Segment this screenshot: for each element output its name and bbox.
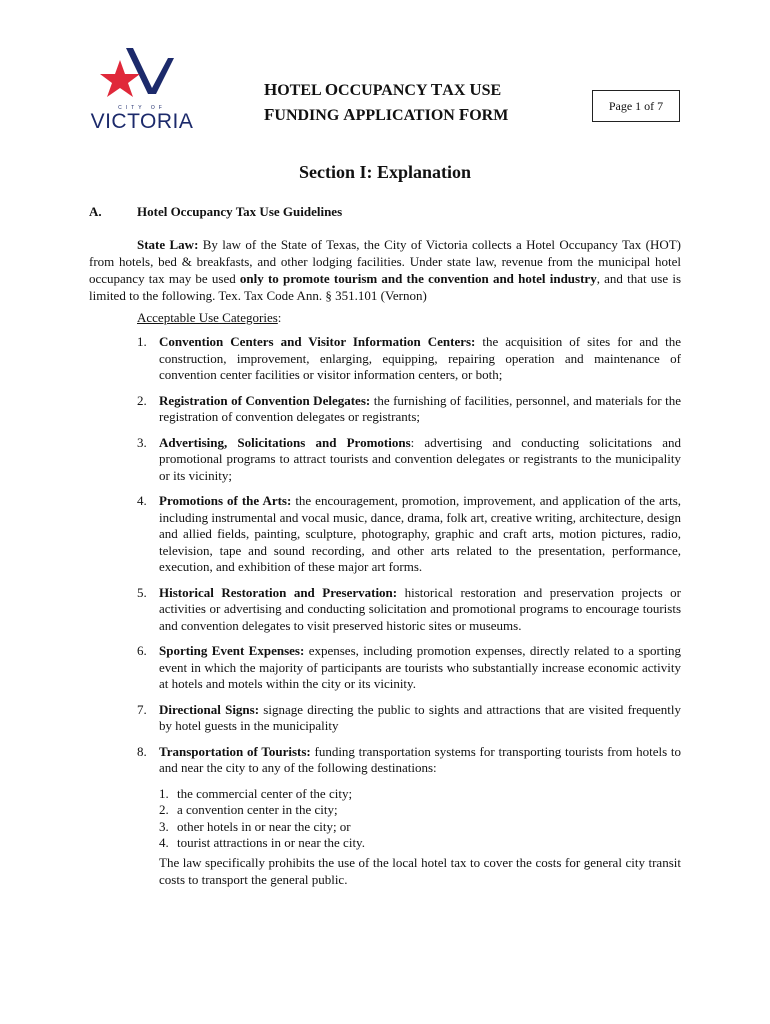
- logo-wordmark: VICTORIA: [90, 110, 194, 133]
- list-item: 7. Directional Signs: signage directing the public to sights and attractions that are visited frequently by hotel guests in the municipality: [137, 701, 681, 733]
- list-item: 3. Advertising, Solicitations and Promotions: advertising and conducting solicitations and promotional programs to attract tourists and convention delegates or registrants to the municipality or its vicinity;: [137, 434, 682, 483]
- logo-emblem-icon: [78, 44, 194, 110]
- list-item: 5. Historical Restoration and Preservation: historical restoration and preservation projects or activities or advertising and conducting solicitation and promotional programs to encourage tourists and convention delegates to visit preserved historic sites or museums.: [137, 584, 681, 633]
- prohibition-paragraph: The law specifically prohibits the use of the local hotel tax to cover the costs for general city transit costs to transport the general public.: [159, 855, 681, 887]
- subsection-title: Hotel Occupancy Tax Use Guidelines: [137, 204, 343, 219]
- list-item: 8. Transportation of Tourists: funding transportation systems for transporting tourists from hotels to and near the city to any of the following destinations: 1. the commercial center of the city; 2. a convention center in the city; 3. other hotels in or near the city; or 4. tourist attractions in or near the city.: [137, 743, 681, 850]
- state-law-paragraph: State Law: By law of the State of Texas, the City of Victoria collects a Hotel Occupancy Tax (HOT) from hotels, bed & breakfasts, and other lodging facilities. Under state law, revenue from the municipal hotel occupancy tax may be used only to promote tourism and the convention and hotel industry, and that use is limited to the following. Tex. Tax Code Ann. § 351.101 (Vernon): [89, 237, 682, 303]
- form-title: [264, 78, 508, 128]
- subsection-letter: A.: [89, 204, 102, 219]
- destination-item: 3. other hotels in or near the city; or: [159, 818, 351, 834]
- list-item: 1. Convention Centers and Visitor Information Centers: the acquisition of sites for and the construction, improvement, enlarging, equipping, repairing operation and maintenance of convention center facilities or visitor information centers, or both;: [137, 334, 681, 382]
- logo-city-text: CITY OF: [118, 105, 166, 111]
- list-item: 2. Registration of Convention Delegates: the furnishing of facilities, personnel, and materials for the registration of convention delegates or registrants;: [137, 392, 682, 424]
- destination-item: 4. tourist attractions in or near the city.: [159, 835, 365, 850]
- destination-item: 1. the commercial center of the city;: [159, 785, 353, 801]
- list-item: 6. Sporting Event Expenses: expenses, including promotion expenses, directly related to a sporting event in which the majority of participants are tourists who substantially increase economic activity at hotels and motels within the city or its vicinity.: [137, 643, 682, 691]
- page-number-box: Page 1 of 7: [592, 90, 680, 122]
- title-line-2: FUNDING APPLICATION FORM: [264, 105, 509, 124]
- title-line-1: HOTEL OCCUPANCY TAX USE: [264, 80, 502, 99]
- category-list: [137, 334, 681, 861]
- acceptable-use-heading: Acceptable Use Categories:: [137, 310, 282, 325]
- destination-item: 2. a convention center in the city;: [159, 802, 338, 817]
- destination-list: [159, 786, 681, 852]
- section-title: Section I: Explanation: [298, 162, 472, 182]
- city-of-victoria-logo: [78, 44, 194, 136]
- list-item: 4. Promotions of the Arts: the encouragement, promotion, improvement, and application of the arts, including instrumental and vocal music, dance, drama, folk art, creative writing, architecture, design and allied fields, painting, sculpture, photography, graphic and craft arts, motion pictures, radio, television, tape and sound recording, and other arts related to the presentation, performance, execution, and exhibition of these major art forms.: [137, 493, 681, 574]
